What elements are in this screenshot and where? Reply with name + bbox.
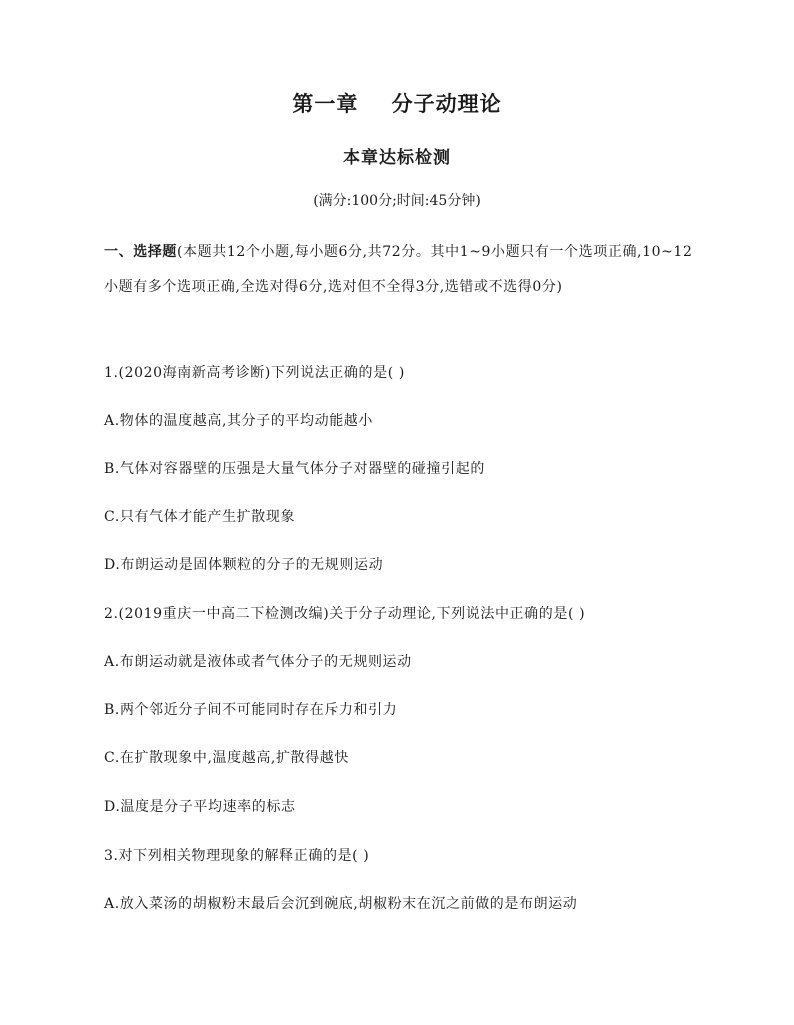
instructions-text: (本题共12个小题,每小题6分,共72分。其中1~9小题只有一个选项正确,10~12小题有多个选项正确,全选对得6分,选对但不全得3分,选错或不选得0分) <box>104 244 693 295</box>
question-2-option-c: C.在扩散现象中,温度越高,扩散得越快 <box>104 750 349 766</box>
question-1-option-b: B.气体对容器壁的压强是大量气体分子对器壁的碰撞引起的 <box>104 461 485 477</box>
exam-info: (满分:100分;时间:45分钟) <box>313 193 481 209</box>
question-2-option-d: D.温度是分子平均速率的标志 <box>104 799 296 815</box>
section-title: 本章达标检测 <box>343 148 451 168</box>
section-instructions <box>104 235 694 305</box>
question-1-stem: 1.(2020海南新高考诊断)下列说法正确的是( ) <box>104 365 405 381</box>
question-1-option-a: A.物体的温度越高,其分子的平均动能越小 <box>104 413 374 429</box>
question-1-option-d: D.布朗运动是固体颗粒的分子的无规则运动 <box>104 557 384 573</box>
question-2-option-a: A.布朗运动就是液体或者气体分子的无规则运动 <box>104 654 412 670</box>
section-heading: 一、选择题 <box>104 244 177 260</box>
question-1-option-c: C.只有气体才能产生扩散现象 <box>104 509 296 525</box>
chapter-title: 第一章 分子动理论 <box>292 92 502 116</box>
question-2-stem: 2.(2019重庆一中高二下检测改编)关于分子动理论,下列说法中正确的是( ) <box>104 606 586 622</box>
question-3-stem: 3.对下列相关物理现象的解释正确的是( ) <box>104 848 370 864</box>
question-3-option-a: A.放入菜汤的胡椒粉末最后会沉到碗底,胡椒粉末在沉之前做的是布朗运动 <box>104 896 578 912</box>
question-2-option-b: B.两个邻近分子间不可能同时存在斥力和引力 <box>104 702 398 718</box>
